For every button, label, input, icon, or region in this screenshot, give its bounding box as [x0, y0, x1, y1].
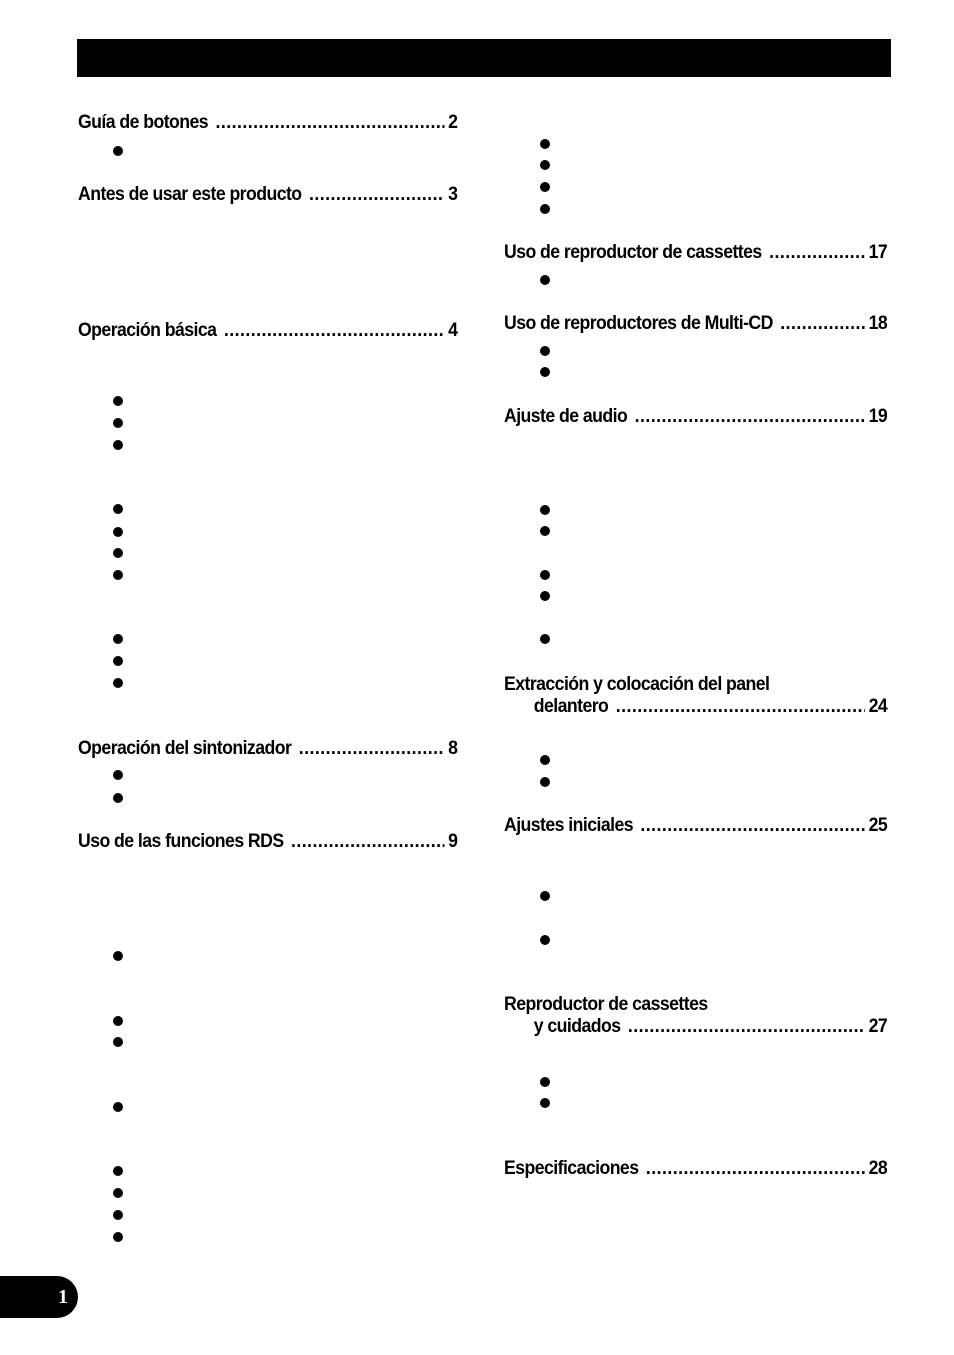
- bullet: [113, 951, 123, 961]
- bullet: [540, 591, 550, 601]
- toc-entry[interactable]: [504, 406, 887, 432]
- bullet: [113, 1166, 123, 1176]
- toc-entry[interactable]: [78, 112, 457, 138]
- bullet: [113, 1037, 123, 1047]
- toc-title: Antes de usar este producto: [78, 184, 302, 205]
- bullet: [113, 656, 123, 666]
- bullet: [113, 1016, 123, 1026]
- toc-leader: [640, 815, 864, 837]
- bullet: [113, 770, 123, 780]
- toc-page: 24: [868, 696, 888, 717]
- bullet: [113, 548, 123, 558]
- bullet: [113, 418, 123, 428]
- bullet: [540, 935, 550, 945]
- bullet: [113, 570, 123, 580]
- bullet: [540, 275, 550, 285]
- toc-title: Uso de reproductores de Multi-CD: [504, 313, 773, 334]
- toc-entry[interactable]: [78, 320, 457, 346]
- toc-entry[interactable]: [78, 184, 457, 210]
- bullet: [540, 755, 550, 765]
- toc-page: 19: [868, 406, 888, 427]
- page-number-tab: [0, 1276, 78, 1318]
- toc-entry[interactable]: [504, 994, 887, 1048]
- toc-entry[interactable]: [504, 674, 887, 728]
- toc-leader: [309, 184, 444, 206]
- toc-title: Guía de botones: [78, 112, 209, 133]
- bullet: [540, 204, 550, 214]
- toc-title: Ajuste de audio: [504, 406, 628, 427]
- toc-entry[interactable]: [504, 313, 887, 339]
- toc-page: 25: [868, 815, 888, 836]
- toc-title: delantero: [533, 696, 609, 717]
- header-bar: [77, 39, 891, 77]
- toc-title: Especificaciones: [504, 1158, 639, 1179]
- toc-title: Operación básica: [78, 320, 217, 341]
- toc-page: 18: [868, 313, 888, 334]
- toc-page: 17: [868, 242, 888, 263]
- bullet: [540, 367, 550, 377]
- toc-title-line1: Extracción y colocación del panel: [504, 674, 770, 695]
- toc-leader: [299, 738, 445, 760]
- toc-leader: [628, 1016, 865, 1038]
- toc-leader: [780, 313, 865, 335]
- bullet: [113, 634, 123, 644]
- bullet: [113, 678, 123, 688]
- bullet: [540, 891, 550, 901]
- bullet: [113, 396, 123, 406]
- toc-page: 9: [448, 831, 458, 852]
- toc-page: 4: [448, 320, 458, 341]
- bullet: [113, 440, 123, 450]
- toc-leader: [769, 242, 865, 264]
- page-number: 1: [58, 1285, 68, 1308]
- toc-page: 2: [448, 112, 458, 133]
- bullet: [113, 1102, 123, 1112]
- toc-title: Uso de reproductor de cassettes: [504, 242, 762, 263]
- toc-page: 8: [448, 738, 458, 759]
- toc-page: 3: [448, 184, 458, 205]
- toc-page: 27: [868, 1016, 888, 1037]
- toc-title: Ajustes iniciales: [504, 815, 633, 836]
- bullet: [540, 139, 550, 149]
- bullet: [113, 1188, 123, 1198]
- toc-leader: [646, 1158, 865, 1180]
- toc-leader: [224, 320, 445, 342]
- toc-title: Operación del sintonizador: [78, 738, 292, 759]
- toc-entry[interactable]: [78, 831, 457, 857]
- bullet: [540, 634, 550, 644]
- toc-title: Uso de las funciones RDS: [78, 831, 284, 852]
- bullet: [540, 777, 550, 787]
- bullet: [540, 346, 550, 356]
- toc-leader: [216, 112, 445, 134]
- toc-title: y cuidados: [533, 1016, 621, 1037]
- toc-page: 28: [868, 1158, 888, 1179]
- bullet: [540, 526, 550, 536]
- bullet: [113, 793, 123, 803]
- bullet: [540, 505, 550, 515]
- toc-leader: [635, 406, 865, 428]
- bullet: [540, 570, 550, 580]
- bullet: [540, 160, 550, 170]
- toc-entry[interactable]: [78, 738, 457, 764]
- toc-entry[interactable]: [504, 242, 887, 268]
- bullet: [113, 146, 123, 156]
- bullet: [540, 182, 550, 192]
- bullet: [113, 1232, 123, 1242]
- toc-entry[interactable]: [504, 1158, 887, 1184]
- bullet: [540, 1077, 550, 1087]
- toc-leader: [291, 831, 444, 853]
- bullet: [113, 504, 123, 514]
- bullet: [113, 527, 123, 537]
- toc-leader: [616, 696, 865, 718]
- toc-entry[interactable]: [504, 815, 887, 841]
- bullet: [113, 1210, 123, 1220]
- toc-title-line1: Reproductor de cassettes: [504, 994, 708, 1015]
- bullet: [540, 1098, 550, 1108]
